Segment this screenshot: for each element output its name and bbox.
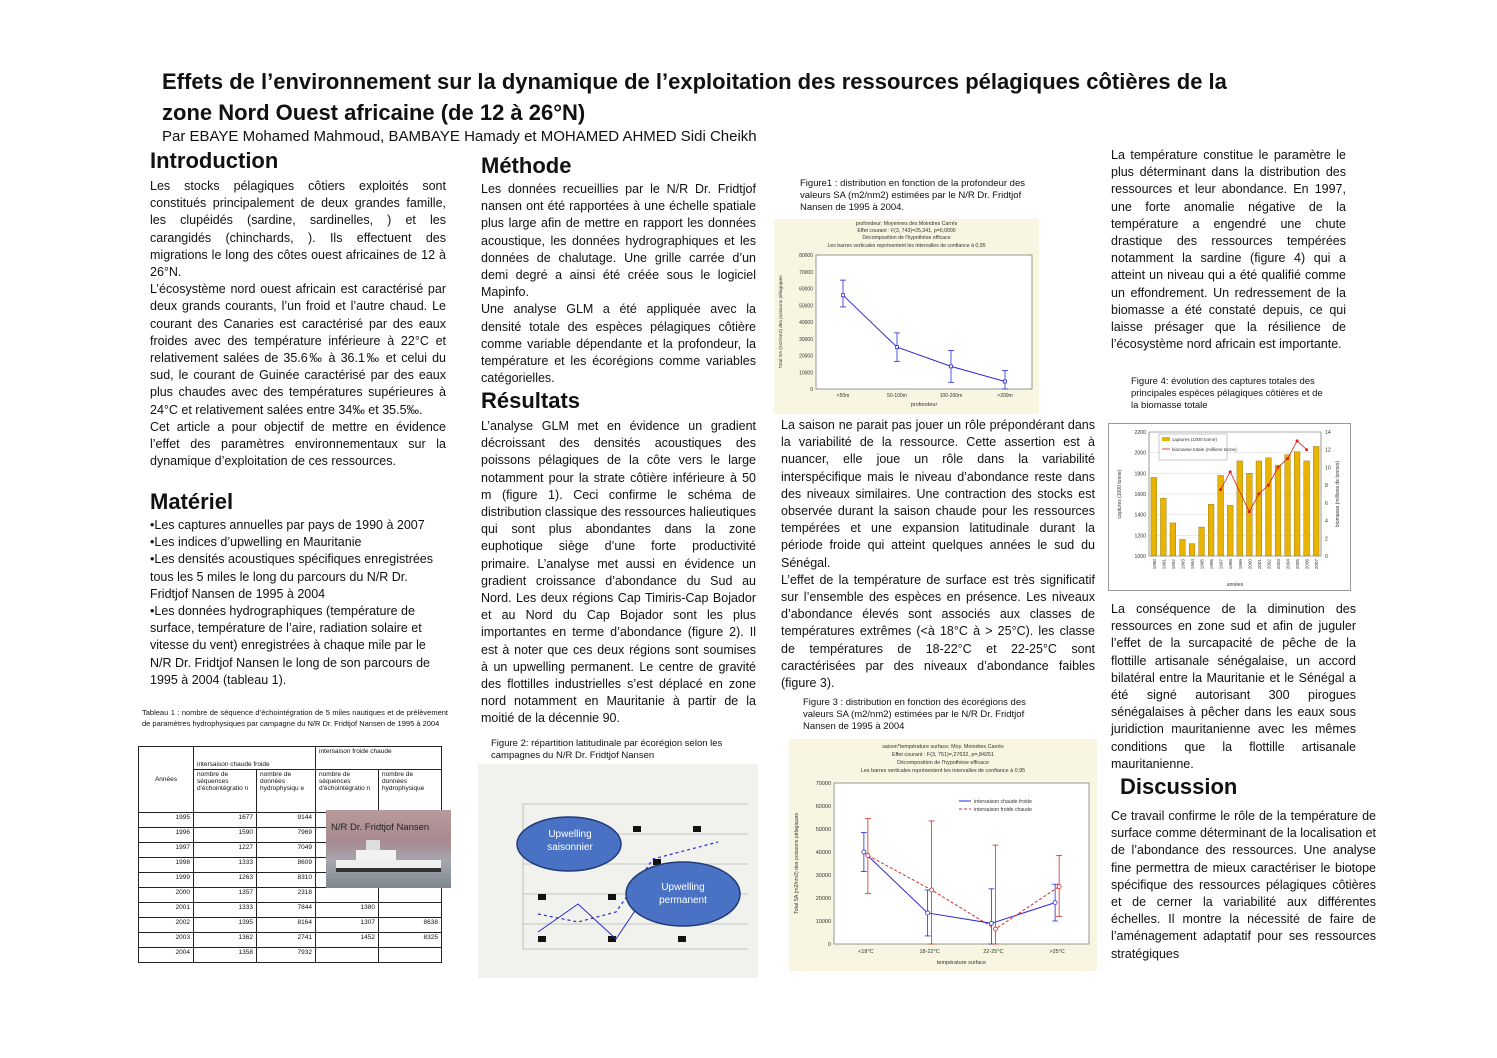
fig1-ylabel: Total SA (m2/nm2) des poissons pélagiques (779, 275, 784, 369)
fig4-svg (1109, 424, 1350, 590)
poster-title: Effets de l’environnement sur la dynamique de l’exploitation des ressources pélagiques côtières de la zone Nord Ouest africaine (de 12 à 26°N) (162, 69, 1227, 125)
fig4-xtick: 2005 (1295, 559, 1301, 570)
materiel-heading: Matériel (150, 489, 234, 514)
col3-p1: La saison ne parait pas jouer un rôle prépondérant dans la variabilité de la ressource. Cette assertion est à nuancer, elle joue un rôle dans la variabilité interspécifique mais le niveau d’abondance reste dans des niveaux similaires. Une contraction des stocks est observée durant la saison chaude pour les ressources tempérées et une expansion latitudinale durant la période froide qui atteint quelques années le sud du Sénégal. (781, 418, 1095, 570)
table-cell-year: 2002 (139, 918, 194, 933)
fig4-biomass-point (1219, 488, 1222, 491)
fig4-biomass-point (1267, 484, 1270, 487)
table1-sub-hydro2: nombre de données hydrophysique (379, 770, 442, 813)
fig2-caption: Figure 2: répartition latitudinale par écorégion selon les campagnes du N/R Dr. Fridtjof Nansen (491, 738, 723, 761)
fig3-point (1053, 901, 1057, 905)
discussion-heading: Discussion (1120, 774, 1238, 799)
fig4-bar (1189, 544, 1195, 556)
fig4-ytick-left: 1000 (1134, 554, 1146, 560)
fig4-legend-swatch-bar (1162, 437, 1170, 441)
fig3-chart (789, 739, 1097, 971)
table-cell: 1452 (316, 933, 379, 948)
fig3-caption: Figure 3 : distribution en fonction des écorégions des valeurs SA (m2/nm2) estimées par le N/R Dr. Fridtjof Nansen de 1995 à 2004 (803, 697, 1026, 732)
right-top-text (1111, 147, 1346, 353)
fig4-xtick: 1999 (1237, 559, 1243, 570)
materiel-item: •Les indices d’upwelling en Mauritanie (150, 535, 362, 550)
fig4-xtick: 1992 (1170, 559, 1176, 570)
table-cell-year: 1999 (139, 873, 194, 888)
methode-text (481, 181, 756, 387)
materiel-item: •Les densités acoustiques spécifiques enregistrées tous les 5 miles le long du parcours du N/R Dr. Fridtjof Nansen de 1995 à 2004 (150, 552, 434, 601)
fig4-bar (1266, 458, 1272, 556)
discussion-text (1111, 808, 1376, 963)
ship-icon (326, 810, 451, 888)
table-cell: 1395 (194, 918, 257, 933)
table-cell (379, 948, 442, 963)
fig4-bar (1227, 505, 1233, 556)
fig1-xtick: >200m (997, 393, 1013, 399)
fig4-xtick: 1993 (1180, 559, 1186, 570)
fig4-bar (1313, 446, 1319, 556)
table-cell: 1380 (316, 903, 379, 918)
table-row (139, 918, 442, 933)
fig4-bar (1256, 461, 1262, 556)
fig4-xtick: 2004 (1285, 559, 1291, 570)
table-cell: 8164 (257, 918, 316, 933)
fig3-ytick: 40000 (815, 850, 831, 856)
table-cell: 1358 (194, 948, 257, 963)
table-cell: 1307 (316, 918, 379, 933)
intro-p2: L’écosystème nord ouest africain est caractérisé par deux grands courants, l’un froid et l’autre chaud. Le courant des Canaries est caractérisé par des eaux froides avec des température inférieure à 22°C et relativement salées de 35.6‰ à 36.1‰ et celui du sud, le courant de Guinée caractérisé par des eaux plus chaudes avec des températures supérieures à 24°C et relativement salées entre 34‰ et 35.5‰. (150, 282, 446, 417)
table-cell-year: 1998 (139, 858, 194, 873)
fig1-header: profondeur; Moyennes des Moindres Carrés Effet courant : F(3, 743)=25,341, p=0,0000 Décomposition de l'hypothèse efficace Les barres verticales représentent les intervalles de confiance à 0,95 (827, 221, 986, 249)
fig4-xtick: 2002 (1266, 559, 1272, 570)
fig3-point (930, 888, 934, 892)
fig2-upwelling-permanent: Upwelling permanent (659, 882, 707, 906)
fig3-legend-label: intersaison froide chaude (974, 807, 1032, 813)
fig4-chart (1108, 423, 1351, 591)
intro-text (150, 178, 446, 470)
fig4-biomass-point (1248, 510, 1251, 513)
fig4-ytick-right: 10 (1325, 465, 1331, 472)
table-cell: 8325 (379, 933, 442, 948)
fig4-bar (1199, 527, 1205, 556)
fig3-point (862, 850, 866, 854)
fig4-xtick: 1991 (1161, 559, 1167, 570)
table-cell: 8638 (379, 918, 442, 933)
table-cell: 8609 (257, 858, 316, 873)
table-cell-year: 2000 (139, 888, 194, 903)
fig3-point (1057, 885, 1061, 889)
resultats-heading: Résultats (481, 388, 581, 413)
fig1-xtick: <50m (836, 393, 850, 399)
resultats-p1: L’analyse GLM met en évidence un gradient décroissant des densités acoustiques des poissons pélagiques de la côte vers le large notamment pour la strate côtière inférieure à 50 m (figure 1). Ceci confirme le schéma de distribution classique des ressources halieutiques qui sont plus abondantes dans la zone euphotique siège d’une forte productivité primaire. L’analyse met aussi en évidence un gradient croissance d’abondance du Sud au Nord. Les deux régions Cap Timiris-Cap Bojador et au Nord du Cap Bojador sont les plus importantes en terme d’abondance (figure 2). Il est à noter que ces deux régions sont soumises à un upwelling permanent. Le centre de gravité des flottilles industrielles s’est déplacé en zone nord notamment en Mauritanie à partir de la moitié de la décennie 90. (481, 419, 756, 726)
fig1-xtick: 100-200m (939, 393, 963, 399)
fig4-bar (1275, 465, 1281, 556)
fig3-xtick: 22-25°C (983, 949, 1004, 955)
ship-photo (326, 810, 451, 888)
table1-group-chaude: intersaison froide chaude (316, 747, 442, 770)
fig1-point (896, 346, 899, 349)
table1-sub-hydro: nombre de données hydrophysiqu e (257, 770, 316, 813)
intro-p3: Cet article a pour objectif de mettre en évidence l’effet des paramètres environnementaux sur la dynamique d’exploitation de ces ressources. (150, 419, 446, 469)
fig1-ytick: 50000 (799, 303, 813, 310)
table-cell-year: 1997 (139, 843, 194, 858)
fig3-ytick: 10000 (815, 919, 831, 925)
table-cell (379, 903, 442, 918)
fig4-ytick-right: 0 (1325, 554, 1328, 560)
table-cell-year: 2004 (139, 948, 194, 963)
fig4-ytick-left: 1400 (1134, 512, 1146, 519)
right-mid-p: La conséquence de la diminution des ressources en zone sud et afin de juguler l’effet de la surcapacité de pêche de la flottille artisanale sénégalaise, un accord bilatéral entre la Mauritanie et le Sénégal a été signé autorisant 300 pirogues sénégalaises à pêcher dans les eaux sous juridiction mauritanienne avec les mêmes conditions que la flottille artisanale mauritanienne. (1111, 602, 1356, 771)
fig1-plot-area (816, 255, 1032, 389)
fig3-xtick: >25°C (1049, 949, 1065, 955)
table1-sub-seq2: nombre de séquences d'échointégratio n (316, 770, 379, 813)
fig3-xtick: 18-22°C (919, 949, 940, 955)
table-cell-year: 1995 (139, 813, 194, 828)
fig1-ytick: 70000 (799, 269, 813, 276)
fig1-ytick: 30000 (799, 336, 813, 343)
fig4-bar (1294, 452, 1300, 556)
fig4-xtick: 1996 (1209, 559, 1215, 570)
table1-col-annees: Années (139, 747, 194, 813)
fig4-caption: Figure 4: évolution des captures totales des principales espèces pélagiques côtières et de la biomasse totale (1131, 376, 1323, 411)
fig4-ylabel-right: biomasse (millions de tonnes) (1335, 460, 1341, 528)
fig4-ytick-left: 2200 (1134, 430, 1146, 436)
table-cell (316, 888, 379, 903)
fig1-svg (774, 219, 1039, 414)
fig1-caption: Figure1 : distribution en fonction de la profondeur des valeurs SA (m2/nm2) estimées par le N/R Dr. Fridtjof Nansen de 1995 à 2004. (800, 178, 1025, 213)
fig1-ytick: 80000 (799, 253, 813, 259)
fig1-ytick: 20000 (799, 353, 813, 360)
fig3-svg (789, 739, 1097, 971)
fig3-header: saison*température surface; Moy. Moindres Carrés Effet courant : F(3, 751)=,27632, p=,84251 Décomposition de l'hypothèse efficace Les barres verticales représentent les intervalles de confiance à 0,95 (860, 744, 1026, 774)
fig4-xtick: 1994 (1190, 559, 1195, 570)
fig4-biomass-point (1229, 470, 1232, 473)
table-cell (379, 888, 442, 903)
fig1-xlabel: profondeur (910, 402, 938, 408)
fig1-xtick: 50-100m (887, 393, 907, 399)
discussion-p: Ce travail confirme le rôle de la température de surface comme déterminant de la localisation et de l’abondance des ressources. Une analyse fine permettra de mieux caractériser le biotope spécifique des ressources pélagiques côtières et de cerner la variabilité aux différentes échelles. Il montre la nécessité de faire de l’aménagement adaptatif pour ses ressources stratégiques (1111, 809, 1376, 961)
fig4-biomass-point (1257, 493, 1260, 496)
resultats-text (481, 418, 756, 728)
fig1-ytick: 0 (810, 387, 813, 393)
fig4-bar (1180, 539, 1186, 556)
table-row (139, 933, 442, 948)
materiel-list (150, 517, 446, 689)
fig1-point (1004, 380, 1007, 383)
table-cell: 1357 (194, 888, 257, 903)
poster-authors: Par EBAYE Mohamed Mahmoud, BAMBAYE Hamady et MOHAMED AHMED Sidi Cheikh (162, 128, 757, 145)
table-cell-year: 1996 (139, 828, 194, 843)
table-cell: 9144 (257, 813, 316, 828)
ship-photo-label: N/R Dr. Fridtjof Nansen (331, 822, 430, 833)
fig4-xtick: 1998 (1228, 559, 1234, 570)
fig3-ytick: 30000 (815, 873, 831, 879)
table1-caption: Tableau 1 : nombre de séquence d’échointégration de 5 miles nautiques et de prélèvement de paramètres hydrophysiques par campagne du N/R Dr. Fridtjof Nansen de 1995 à 2004 (142, 708, 448, 728)
fig4-ytick-right: 4 (1325, 518, 1328, 525)
intro-p1: Les stocks pélagiques côtiers exploités sont constitués principalement de deux grandes famille, les clupéidés (sardine, sardinelles, ) et les carangidés (chinchards, ). Ils effectuent des migrations le long des côtes ouest africaines de 12 à 26°N. (150, 179, 446, 280)
intro-heading: Introduction (150, 148, 279, 173)
fig4-bar (1237, 461, 1243, 556)
fig4-ytick-left: 1800 (1134, 471, 1146, 478)
methode-p1: Les données recueillies par le N/R Dr. Fridtjof nansen ont été rapportées à une échelle spatiale plus large afin de mettre en rapport les données acoustique, les données hydrographiques et les données de chalutage. Une grille carrée d’un demi degré a ainsi été créée sous le logiciel Mapinfo. (481, 182, 756, 300)
fig3-ytick: 20000 (815, 896, 831, 902)
table-cell: 1263 (194, 873, 257, 888)
table-cell-year: 2003 (139, 933, 194, 948)
fig3-ytick: 0 (827, 942, 831, 948)
fig4-biomass-point (1305, 448, 1308, 451)
fig4-ylabel-left: captures (1000 tonne) (1117, 469, 1123, 519)
table-row (139, 903, 442, 918)
fig3-legend-label: intersaison chaude froide (974, 799, 1032, 805)
fig4-xtick: 2001 (1256, 559, 1262, 570)
table-cell (316, 948, 379, 963)
table-cell-year: 2001 (139, 903, 194, 918)
fig4-xtick: 2000 (1247, 559, 1253, 570)
fig4-ytick-right: 2 (1325, 536, 1328, 543)
fig3-point (926, 911, 930, 915)
fig4-xtick: 2007 (1314, 559, 1320, 570)
table-cell: 7932 (257, 948, 316, 963)
table1-sub-seq: nombre de séquences d'échointégratio n (194, 770, 257, 813)
fig4-ytick-left: 1200 (1134, 533, 1146, 540)
table-cell: 7969 (257, 828, 316, 843)
fig1-ytick: 60000 (799, 286, 813, 293)
fig3-ytick: 60000 (815, 804, 831, 810)
table-row (139, 888, 442, 903)
fig1-point (950, 365, 953, 368)
fig4-bar (1151, 477, 1157, 556)
fig1-ytick: 40000 (799, 320, 813, 326)
table-cell: 1227 (194, 843, 257, 858)
fig3-ytick: 50000 (815, 827, 831, 833)
table1-group-froide: intersaison chaude froide (194, 747, 316, 770)
materiel-item: •Les données hydrographiques (température de surface, température de l’aire, radiation solaire et vitesse du vent) enregistrées à chaque mile par le N/R Dr. Fridtjof Nansen le long de son parcours de 1995 à 2004 (tableau 1). (150, 604, 430, 687)
materiel-item: •Les captures annuelles par pays de 1990 à 2007 (150, 518, 425, 532)
table-cell: 1677 (194, 813, 257, 828)
fig4-legend-label-line: biomasse totale (millions tonne) (1172, 447, 1237, 452)
fig4-biomass-point (1277, 466, 1280, 469)
fig4-xtick: 1990 (1151, 559, 1157, 570)
fig1-ytick: 10000 (799, 370, 813, 377)
fig3-ytick: 70000 (815, 781, 831, 787)
fig3-plot-area (834, 783, 1089, 944)
table-cell: 1333 (194, 858, 257, 873)
fig2-chart (478, 764, 758, 978)
fig4-biomass-point (1286, 457, 1289, 460)
fig1-point (842, 294, 845, 297)
methode-p2: Une analyse GLM a été appliquée avec la densité totale des espèces pélagiques côtière comme variable dépendante et la profondeur, la température et les écorégions comme variables catégorielles. (481, 302, 756, 386)
fig4-ytick-right: 8 (1325, 483, 1328, 490)
fig3-point (989, 921, 993, 925)
fig4-bar (1285, 455, 1291, 556)
fig4-bar (1246, 473, 1252, 556)
fig4-ytick-right: 12 (1325, 447, 1331, 454)
table-row (139, 948, 442, 963)
fig4-legend-label-bar: captures (1000 tonne) (1172, 437, 1217, 442)
fig4-bar (1208, 504, 1214, 556)
methode-heading: Méthode (481, 153, 572, 178)
fig4-ytick-right: 6 (1325, 500, 1328, 507)
fig4-ytick-left: 2000 (1134, 450, 1146, 457)
fig4-bar (1218, 475, 1224, 556)
right-top-p: La température constitue le paramètre le plus déterminant dans la distribution des ressources et leur abondance. En 1997, une forte anomalie négative de la température a engendré une chute drastique des ressources tempérées notamment la sardine (figure 4) qui a atteint un niveau qui a été qualifié comme un effondrement. Un redressement de la biomasse a été constaté depuis, ce qui laisse présager que la résilience de l’écosystème nord africain est importante. (1111, 148, 1346, 352)
fig4-xtick: 2003 (1276, 559, 1281, 570)
fig4-bar (1304, 461, 1310, 556)
fig4-ytick-left: 1600 (1134, 492, 1146, 498)
col3-p2: L’effet de la température de surface est très significatif sur l’ensemble des espèces en présence. Les niveaux d’abondance élevés sont associés aux classes de températures extrêmes (<à 18°C à > 25°C). les classe de températures de 18-22°C et 22-25°C sont caractérisées par des niveaux d’abondance faibles (figure 3). (781, 572, 1095, 691)
table-cell: 8310 (257, 873, 316, 888)
fig2-svg (478, 764, 758, 978)
fig3-xlabel: température surface (936, 960, 987, 966)
table-cell: 1362 (194, 933, 257, 948)
table-cell: 2318 (257, 888, 316, 903)
fig1-chart (774, 219, 1039, 414)
col3-text (781, 417, 1095, 692)
table-cell: 7049 (257, 843, 316, 858)
fig4-xtick: 1995 (1199, 559, 1205, 570)
fig4-xtick: 1997 (1218, 559, 1224, 570)
fig3-xtick: <18°C (858, 949, 874, 955)
fig4-bar (1160, 498, 1166, 556)
fig4-xtick: 2006 (1304, 559, 1310, 570)
fig3-point (993, 927, 997, 931)
fig4-ytick-right: 14 (1325, 430, 1331, 436)
fig2-upwelling-saisonnier: Upwelling saisonnier (547, 829, 593, 853)
table-cell: 1590 (194, 828, 257, 843)
table-cell: 1333 (194, 903, 257, 918)
table-cell: 2741 (257, 933, 316, 948)
fig4-xlabel: années (1226, 582, 1244, 588)
fig4-biomass-point (1296, 439, 1299, 442)
fig3-point (866, 853, 870, 857)
fig3-ylabel: Total SA (m2/nm2) des poissons pélagiques (794, 813, 800, 914)
fig4-bar (1170, 523, 1176, 556)
right-mid-text (1111, 601, 1356, 773)
table-cell: 7844 (257, 903, 316, 918)
